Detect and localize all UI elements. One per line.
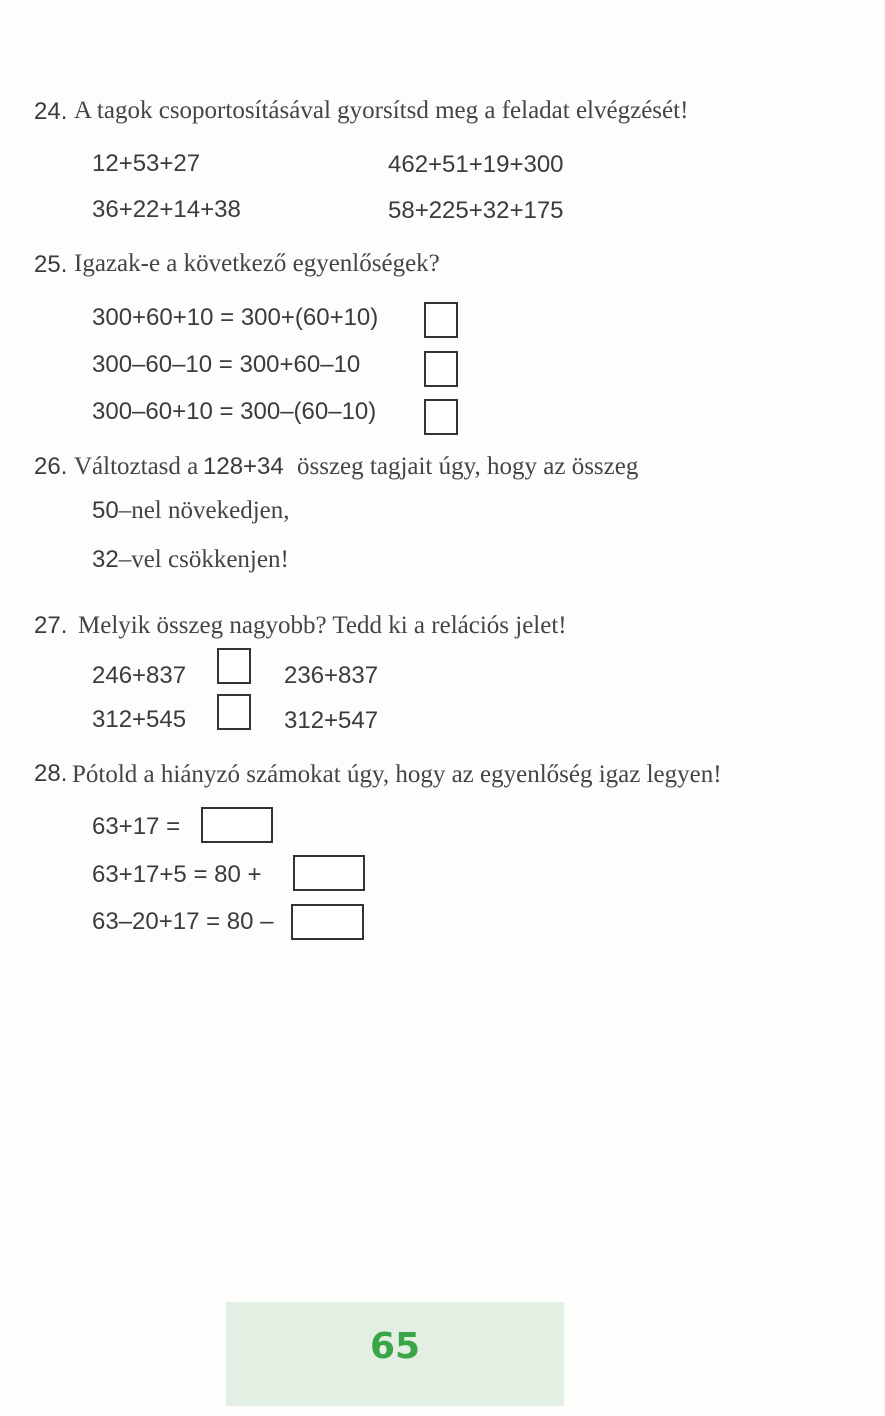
- exercise-26-item-2: [92, 546, 289, 574]
- exercise-28-answer-box-2[interactable]: [293, 855, 365, 891]
- exercise-28-equation-2: 63+17+5 = 80 +: [92, 861, 262, 888]
- exercise-26-item-2-value: 32: [92, 546, 119, 573]
- exercise-25-equality-2: 300–60–10 = 300+60–10: [92, 351, 361, 378]
- page-number: 65: [369, 1326, 421, 1367]
- exercise-28-answer-box-1[interactable]: [201, 807, 273, 843]
- exercise-26-item-1-text: –nel növekedjen,: [118, 497, 290, 524]
- exercise-25-answer-box-2[interactable]: [424, 351, 458, 387]
- exercise-27-number: 27.: [34, 612, 68, 639]
- exercise-26-expression: 128+34: [203, 453, 284, 480]
- exercise-25-equality-3: 300–60+10 = 300–(60–10): [92, 398, 377, 425]
- exercise-27-pair-1-right: 236+837: [284, 662, 379, 689]
- exercise-27-prompt: Melyik összeg nagyobb? Tedd ki a relációs jelet!: [78, 612, 567, 639]
- exercise-25-equality-1: 300+60+10 = 300+(60+10): [92, 304, 379, 331]
- exercise-25-answer-box-3[interactable]: [424, 399, 458, 435]
- exercise-26-item-2-text: –vel csökkenjen!: [118, 546, 289, 573]
- exercise-28-equation-1: 63+17 =: [92, 813, 181, 840]
- exercise-28-answer-box-3[interactable]: [291, 904, 364, 940]
- exercise-24-sum-3: 36+22+14+38: [92, 196, 241, 223]
- exercise-24-sum-2: 462+51+19+300: [388, 151, 564, 178]
- exercise-28-number: 28.: [34, 760, 68, 787]
- exercise-26-prompt-start: Változtasd a: [74, 453, 199, 480]
- exercise-24-prompt: A tagok csoportosításával gyorsítsd meg a feladat elvégzését!: [74, 97, 689, 124]
- exercise-27-relation-box-1[interactable]: [217, 648, 251, 684]
- exercise-24-sum-1: 12+53+27: [92, 150, 201, 177]
- exercise-26-item-1-value: 50: [92, 497, 119, 524]
- exercise-28-prompt: Pótold a hiányzó számokat úgy, hogy az egyenlőség igaz legyen!: [72, 761, 722, 788]
- exercise-27-pair-2-left: 312+545: [92, 706, 187, 733]
- exercise-28-equation-3: 63–20+17 = 80 –: [92, 908, 274, 935]
- exercise-25-number: 25.: [34, 251, 68, 278]
- exercise-26-number: 26.: [34, 453, 68, 480]
- exercise-25-answer-box-1[interactable]: [424, 302, 458, 338]
- exercise-26-prompt-end: összeg tagjait úgy, hogy az összeg: [297, 453, 639, 480]
- exercise-26-item-1: [92, 497, 289, 525]
- exercise-27-relation-box-2[interactable]: [217, 694, 251, 730]
- exercise-25-prompt: Igazak-e a következő egyenlőségek?: [74, 250, 440, 277]
- exercise-24-number: 24.: [34, 98, 68, 125]
- exercise-24-sum-4: 58+225+32+175: [388, 197, 564, 224]
- exercise-27-pair-1-left: 246+837: [92, 662, 187, 689]
- exercise-27-pair-2-right: 312+547: [284, 707, 379, 734]
